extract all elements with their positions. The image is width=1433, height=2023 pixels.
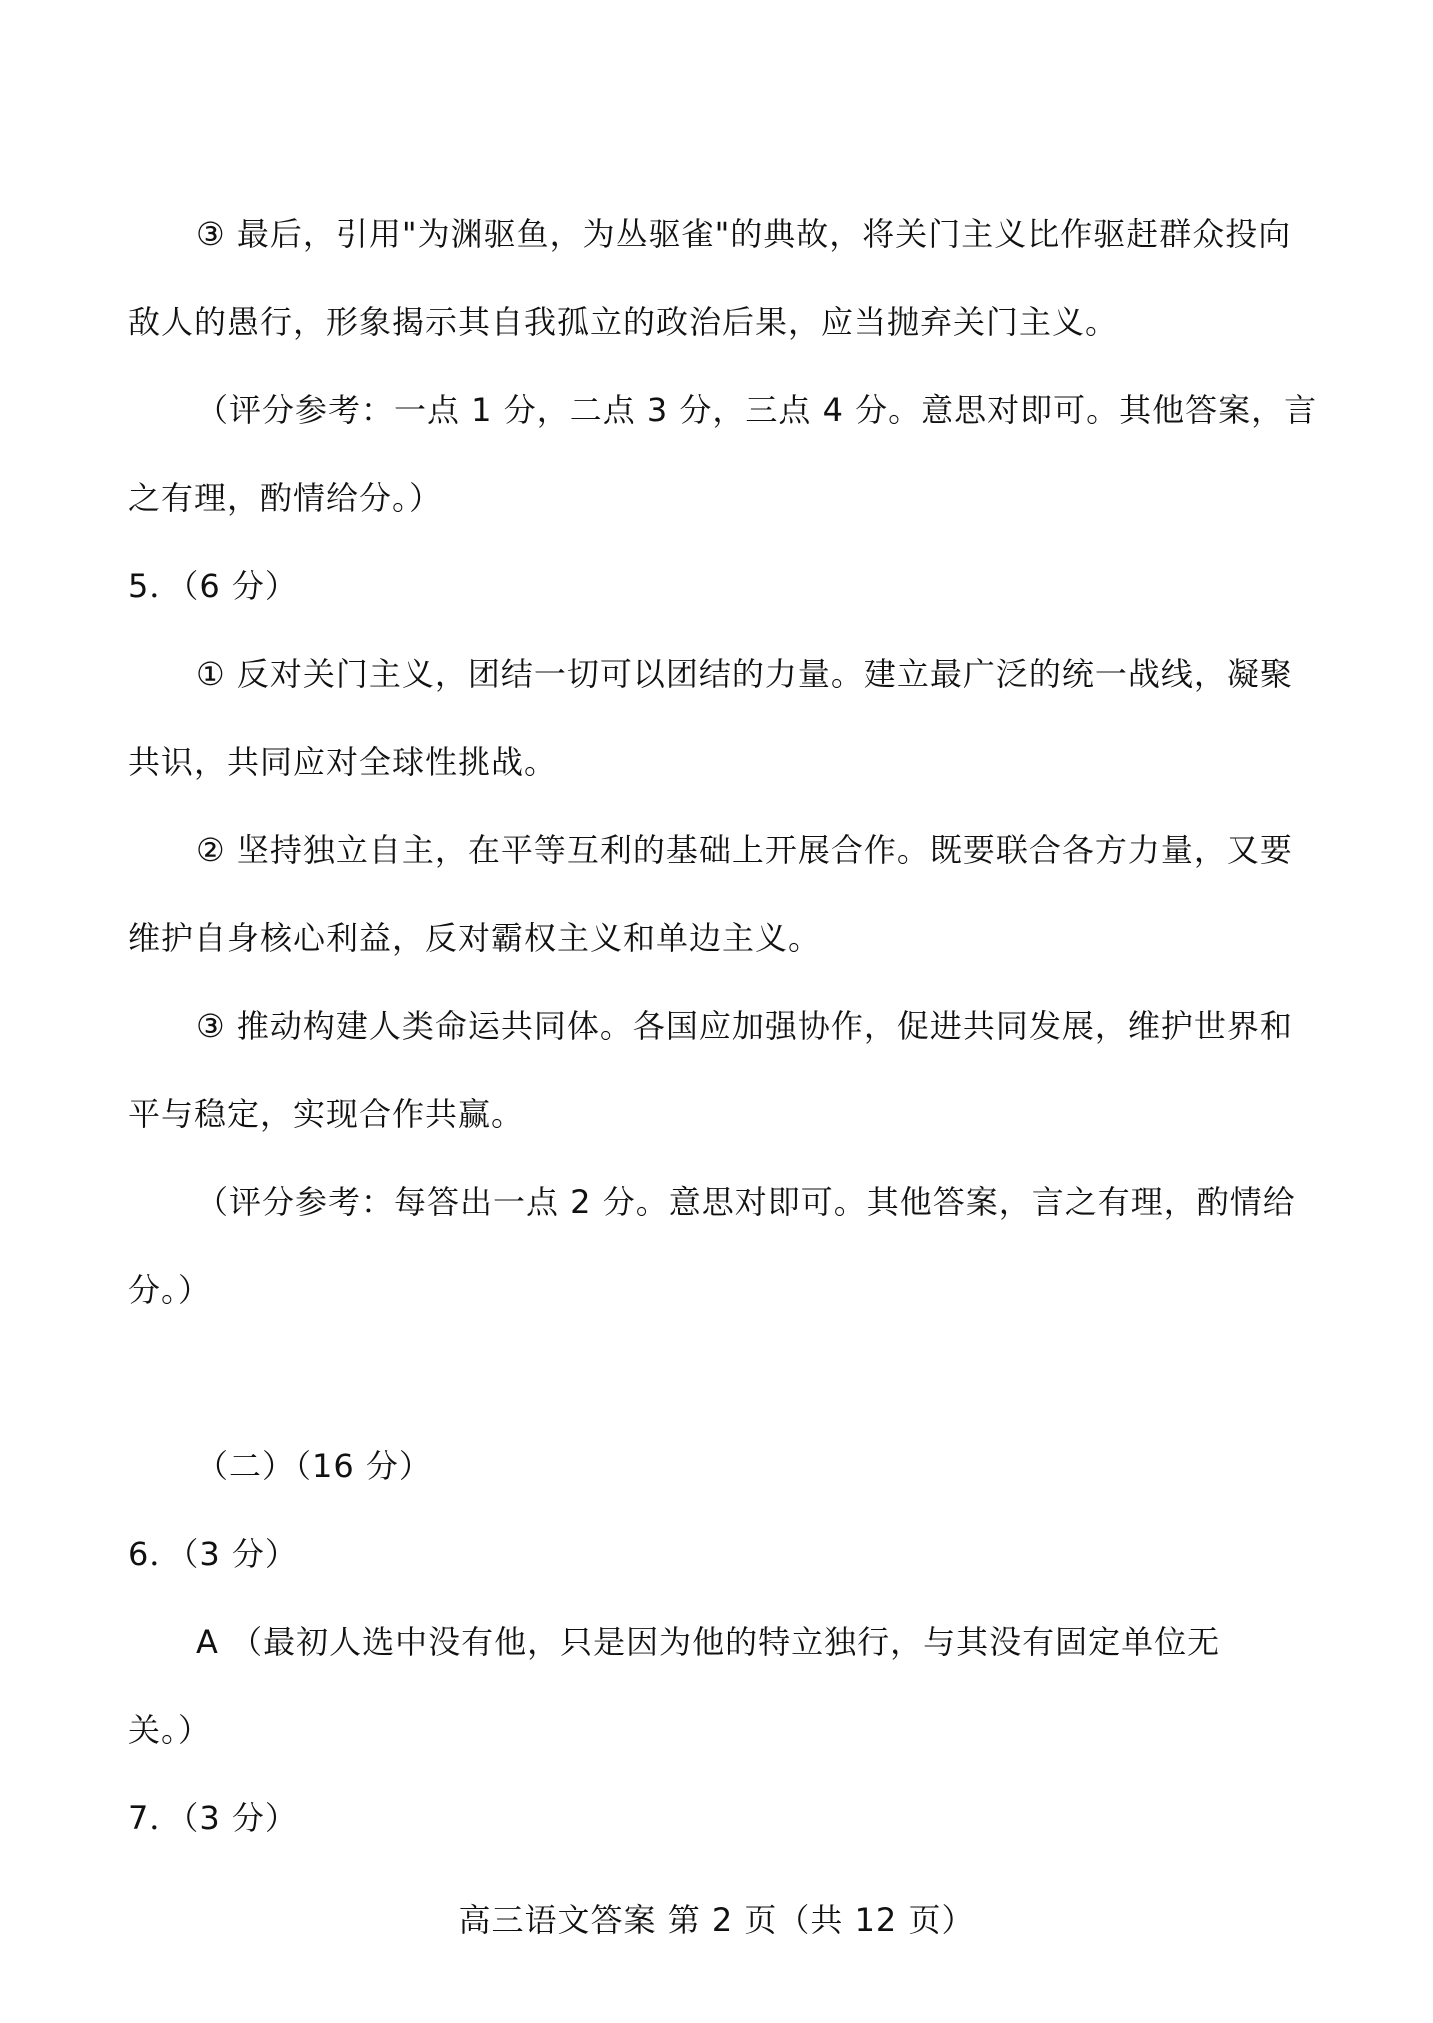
answer-line: A （最初人选中没有他，只是因为他的特立独行，与其没有固定单位无 xyxy=(196,1623,1221,1661)
text-line: ① 反对关门主义，团结一切可以团结的力量。建立最广泛的统一战线，凝聚 xyxy=(196,655,1293,693)
scoring-note: （评分参考：每答出一点 2 分。意思对即可。其他答案，言之有理，酌情给 xyxy=(196,1183,1296,1221)
text-line: 维护自身核心利益，反对霸权主义和单边主义。 xyxy=(128,919,822,957)
text-line: 共识，共同应对全球性挑战。 xyxy=(128,743,558,781)
text-line: ③ 推动构建人类命运共同体。各国应加强协作，促进共同发展，维护世界和 xyxy=(196,1007,1293,1045)
scoring-note: （评分参考：一点 1 分，二点 3 分，三点 4 分。意思对即可。其他答案，言 xyxy=(196,391,1318,429)
page-footer: 高三语文答案 第 2 页（共 12 页） xyxy=(458,1901,975,1939)
text-line: ② 坚持独立自主，在平等互利的基础上开展合作。既要联合各方力量，又要 xyxy=(196,831,1293,869)
question-heading: 5．（6 分） xyxy=(128,567,298,605)
text-line: ③ 最后，引用"为渊驱鱼，为丛驱雀"的典故，将关门主义比作驱赶群众投向 xyxy=(196,215,1292,253)
blank-gap xyxy=(128,1334,1318,1422)
text-line: 平与稳定，实现合作共赢。 xyxy=(128,1095,525,1133)
answer-line: 关。） xyxy=(128,1711,212,1749)
question-heading: 6．（3 分） xyxy=(128,1535,298,1573)
scoring-note: 之有理，酌情给分。） xyxy=(128,479,443,517)
section-heading: （二）（16 分） xyxy=(196,1447,432,1485)
text-line: 敌人的愚行，形象揭示其自我孤立的政治后果，应当抛弃关门主义。 xyxy=(128,303,1119,341)
scoring-note: 分。） xyxy=(128,1271,212,1309)
answer-content xyxy=(128,190,1318,1862)
question-heading: 7．（3 分） xyxy=(128,1799,298,1837)
